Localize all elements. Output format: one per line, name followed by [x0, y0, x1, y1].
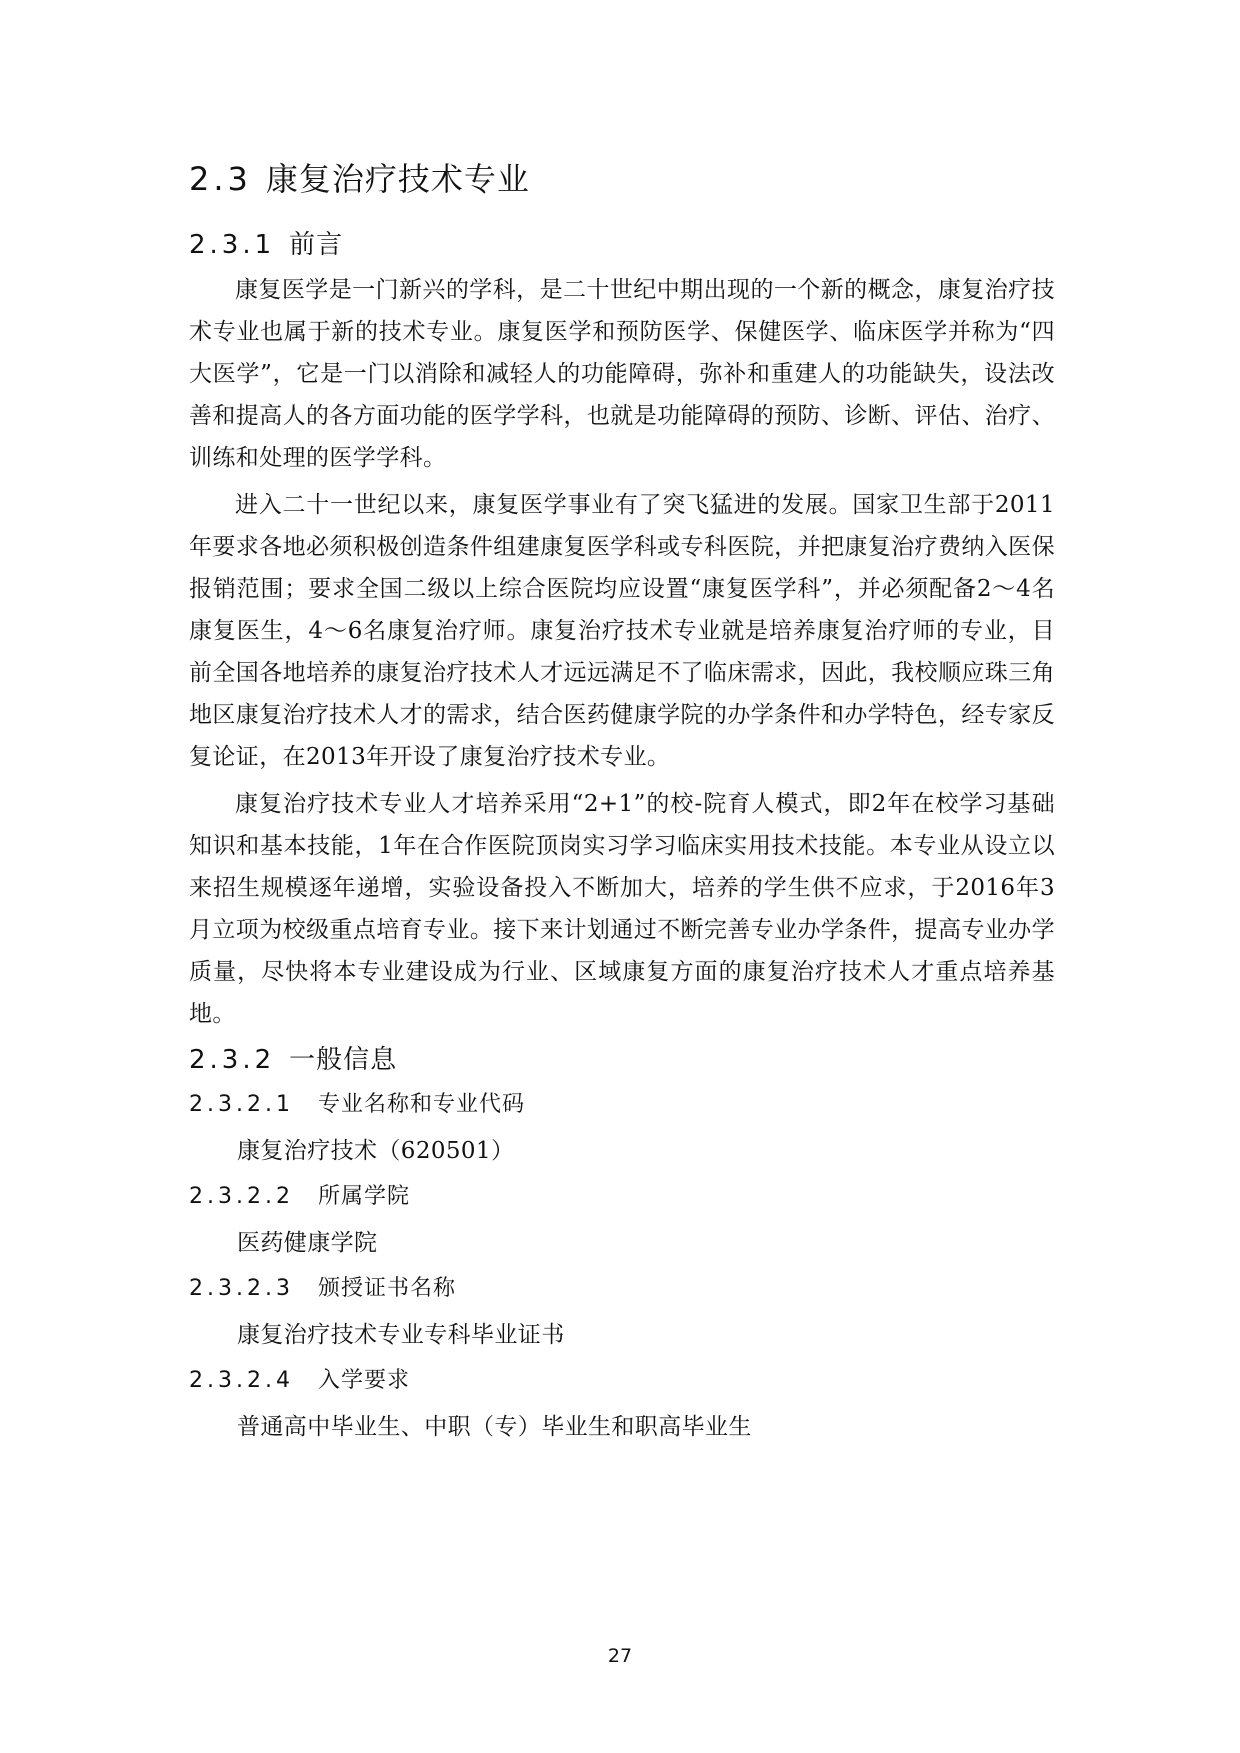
info-item-heading: [189, 1176, 1055, 1218]
general-info-title: 一般信息: [289, 1045, 398, 1075]
general-info-number: 2.3.2: [189, 1045, 276, 1075]
info-item-heading: [189, 1360, 1055, 1402]
info-item-number: 2.3.2.1: [189, 1092, 294, 1117]
preface-title: 前言: [289, 230, 344, 260]
preface-number: 2.3.1: [189, 230, 276, 260]
preface-heading: [189, 225, 1055, 265]
info-item-title: 专业名称和专业代码: [317, 1092, 525, 1117]
preface-paragraph-2: 进入二十一世纪以来，康复医学事业有了突飞猛进的发展。国家卫生部于2011年要求各地必须积极创造条件组建康复医学科或专科医院，并把康复治疗费纳入医保报销范围；要求全国二级以上综合医院均应设置“康复医学科”，并必须配备2～4名康复医生，4～6名康复治疗师。康复治疗技术专业就是培养康复治疗师的专业，目前全国各地培养的康复治疗技术人才远远满足不了临床需求，因此，我校顺应珠三角地区康复治疗技术人才的需求，结合医药健康学院的办学条件和办学特色，经专家反复论证，在2013年开设了康复治疗技术专业。: [189, 492, 1055, 770]
info-item-number: 2.3.2.2: [189, 1184, 294, 1209]
section-heading: [189, 155, 1055, 203]
section-number: 2.3: [189, 160, 252, 198]
info-item-content: 康复治疗技术专业专科毕业证书: [237, 1322, 565, 1348]
info-item-title: 所属学院: [317, 1184, 410, 1209]
info-item-number: 2.3.2.3: [189, 1276, 294, 1301]
info-item-title: 入学要求: [317, 1368, 410, 1393]
info-item-heading: [189, 1084, 1055, 1126]
preface-paragraph-1: 康复医学是一门新兴的学科，是二十世纪中期出现的一个新的概念，康复治疗技术专业也属于新的技术专业。康复医学和预防医学、保健医学、临床医学并称为“四大医学”，它是一门以消除和减轻人的功能障碍，弥补和重建人的功能缺失，设法改善和提高人的各方面功能的医学学科，也就是功能障碍的预防、诊断、评估、治疗、训练和处理的医学学科。: [189, 277, 1055, 471]
info-item-content: 康复治疗技术（620501）: [237, 1138, 515, 1164]
general-info-heading: [189, 1040, 1055, 1080]
info-item-heading: [189, 1268, 1055, 1310]
preface-paragraph-3: 康复治疗技术专业人才培养采用“2+1”的校-院育人模式，即2年在校学习基础知识和基本技能，1年在合作医院顶岗实习学习临床实用技术技能。本专业从设立以来招生规模逐年递增，实验设备投入不断加大，培养的学生供不应求，于2016年3月立项为校级重点培育专业。接下来计划通过不断完善专业办学条件，提高专业办学质量，尽快将本专业建设成为行业、区域康复方面的康复治疗技术人才重点培养基地。: [189, 791, 1055, 1027]
info-item-content: 医药健康学院: [237, 1230, 378, 1256]
info-item-title: 颁授证书名称: [317, 1276, 456, 1301]
info-item-content: 普通高中毕业生、中职（专）毕业生和职高毕业生: [237, 1414, 752, 1440]
section-title: 康复治疗技术专业: [265, 160, 530, 198]
info-item-number: 2.3.2.4: [189, 1368, 294, 1393]
page-content: [189, 155, 1055, 1452]
page-number: 27: [607, 1645, 633, 1667]
